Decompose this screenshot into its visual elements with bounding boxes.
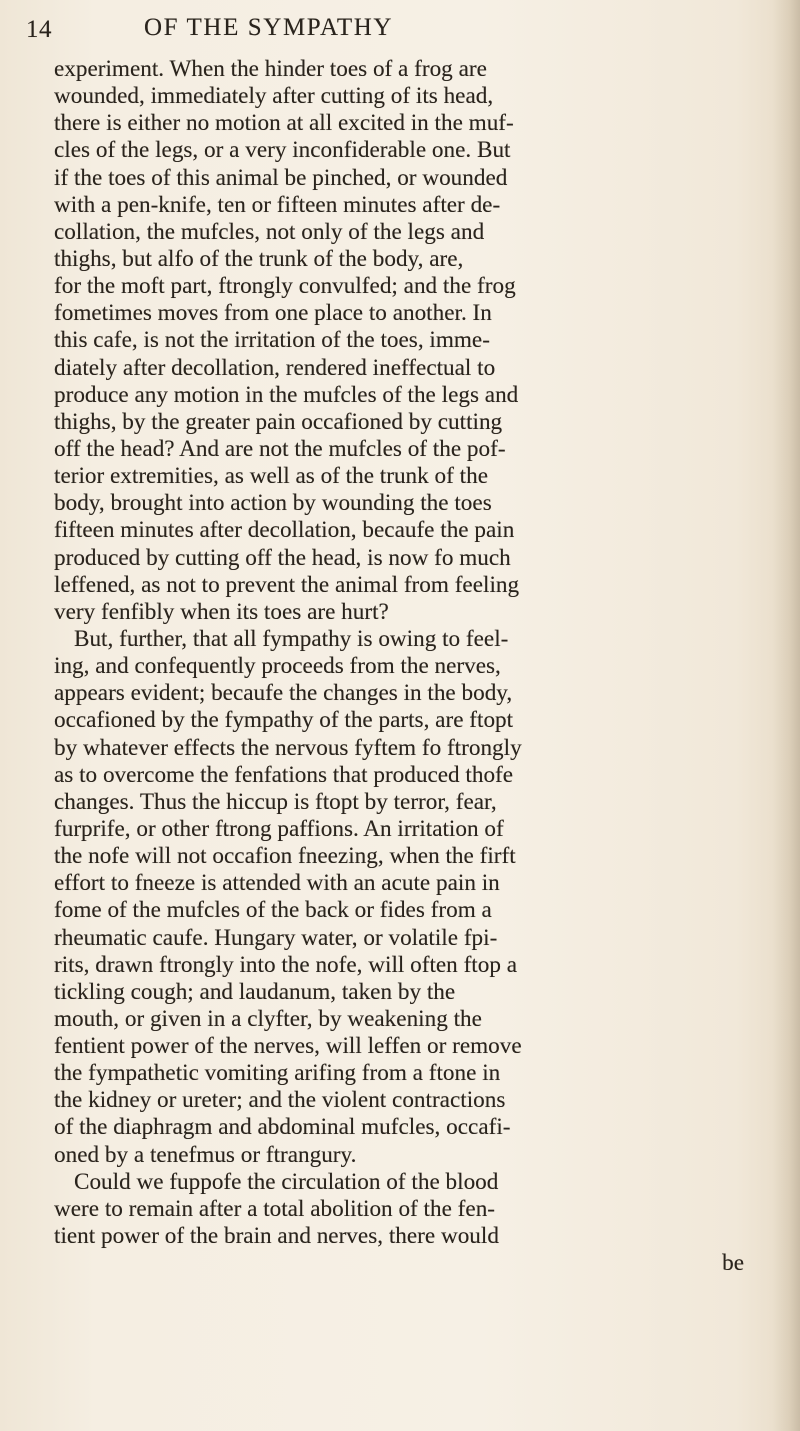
text-line-14: thighs, by the greater pain occafioned by cutting xyxy=(54,408,503,435)
page-number: 14 xyxy=(26,16,52,43)
text-line-12: diately after decollation, rendered ineffectual to xyxy=(54,354,496,381)
text-line-4: cles of the legs, or a very inconfiderable one. But xyxy=(54,137,511,164)
text-line-40: of the diaphragm and abdominal mufcles, occafi- xyxy=(54,1114,511,1141)
text-line-43: were to remain after a total abolition of the fen- xyxy=(54,1195,496,1222)
page-header xyxy=(26,10,766,50)
running-title: OF THE SYMPATHY xyxy=(144,14,394,41)
text-line-16: terior extremities, as well as of the trunk of the xyxy=(54,463,488,490)
text-line-24: appears evident; becaufe the changes in the body, xyxy=(54,680,513,707)
text-line-34: rits, drawn ftrongly into the nofe, will often ftop a xyxy=(54,951,518,978)
text-line-6: with a pen-knife, ten or fifteen minutes after de- xyxy=(54,191,501,218)
text-line-36: mouth, or given in a clyfter, by weakening the xyxy=(54,1005,482,1032)
body-text xyxy=(54,56,770,1277)
text-line-5: if the toes of this animal be pinched, or wounded xyxy=(54,164,508,191)
text-line-33: rheumatic caufe. Hungary water, or volatile fpi- xyxy=(54,924,498,951)
text-line-37: fentient power of the nerves, will leffen or remove xyxy=(54,1033,522,1060)
text-line-7: collation, the mufcles, not only of the legs and xyxy=(54,218,485,245)
text-line-39: the kidney or ureter; and the violent contractions xyxy=(54,1087,506,1114)
text-line-31: effort to fneeze is attended with an acute pain in xyxy=(54,870,500,897)
text-line-25: occafioned by the fympathy of the parts, are ftopt xyxy=(54,707,514,734)
text-line-2: wounded, immediately after cutting of its head, xyxy=(54,83,494,110)
text-line-44: tient power of the brain and nerves, there would xyxy=(54,1223,499,1250)
text-line-28: changes. Thus the hiccup is ftopt by terror, fear, xyxy=(54,788,497,815)
text-line-42: Could we fuppofe the circulation of the blood xyxy=(74,1168,499,1195)
text-line-21: very fenfibly when its toes are hurt? xyxy=(54,598,389,625)
text-line-13: produce any motion in the mufcles of the legs and xyxy=(54,381,519,408)
text-line-17: body, brought into action by wounding the toes xyxy=(54,490,492,517)
text-line-20: leffened, as not to prevent the animal from feeling xyxy=(54,571,520,598)
text-line-10: fometimes moves from one place to another. In xyxy=(54,300,492,327)
page-edge-shadow xyxy=(772,0,800,1431)
text-line-22: But, further, that all fympathy is owing to feel- xyxy=(74,625,509,652)
text-line-38: the fympathetic vomiting arifing from a ftone in xyxy=(54,1060,501,1087)
text-line-11: this cafe, is not the irritation of the toes, imme- xyxy=(54,327,490,354)
text-line-32: fome of the mufcles of the back or fides from a xyxy=(54,897,492,924)
text-line-29: furprife, or other ftrong paffions. An irritation of xyxy=(54,815,504,842)
text-line-26: by whatever effects the nervous fyftem fo ftrongly xyxy=(54,734,522,761)
text-line-19: produced by cutting off the head, is now fo much xyxy=(54,544,511,571)
text-line-9: for the moft part, ftrongly convulfed; and the frog xyxy=(54,273,516,300)
text-line-8: thighs, but alfo of the trunk of the body, are, xyxy=(54,245,464,272)
text-line-3: there is either no motion at all excited in the muf- xyxy=(54,110,514,137)
text-line-18: fifteen minutes after decollation, becaufe the pain xyxy=(54,517,515,544)
text-line-23: ing, and confequently proceeds from the nerves, xyxy=(54,653,501,680)
text-line-35: tickling cough; and laudanum, taken by the xyxy=(54,978,456,1005)
text-line-30: the nofe will not occafion fneezing, when the firft xyxy=(54,843,516,870)
text-line-1: experiment. When the hinder toes of a frog are xyxy=(54,56,487,82)
text-line-27: as to overcome the fenfations that produced thofe xyxy=(54,761,514,788)
text-line-15: off the head? And are not the mufcles of the pof- xyxy=(54,435,506,462)
text-line-41: oned by a tenefmus or ftrangury. xyxy=(54,1141,357,1168)
catchword: be xyxy=(722,1250,744,1277)
